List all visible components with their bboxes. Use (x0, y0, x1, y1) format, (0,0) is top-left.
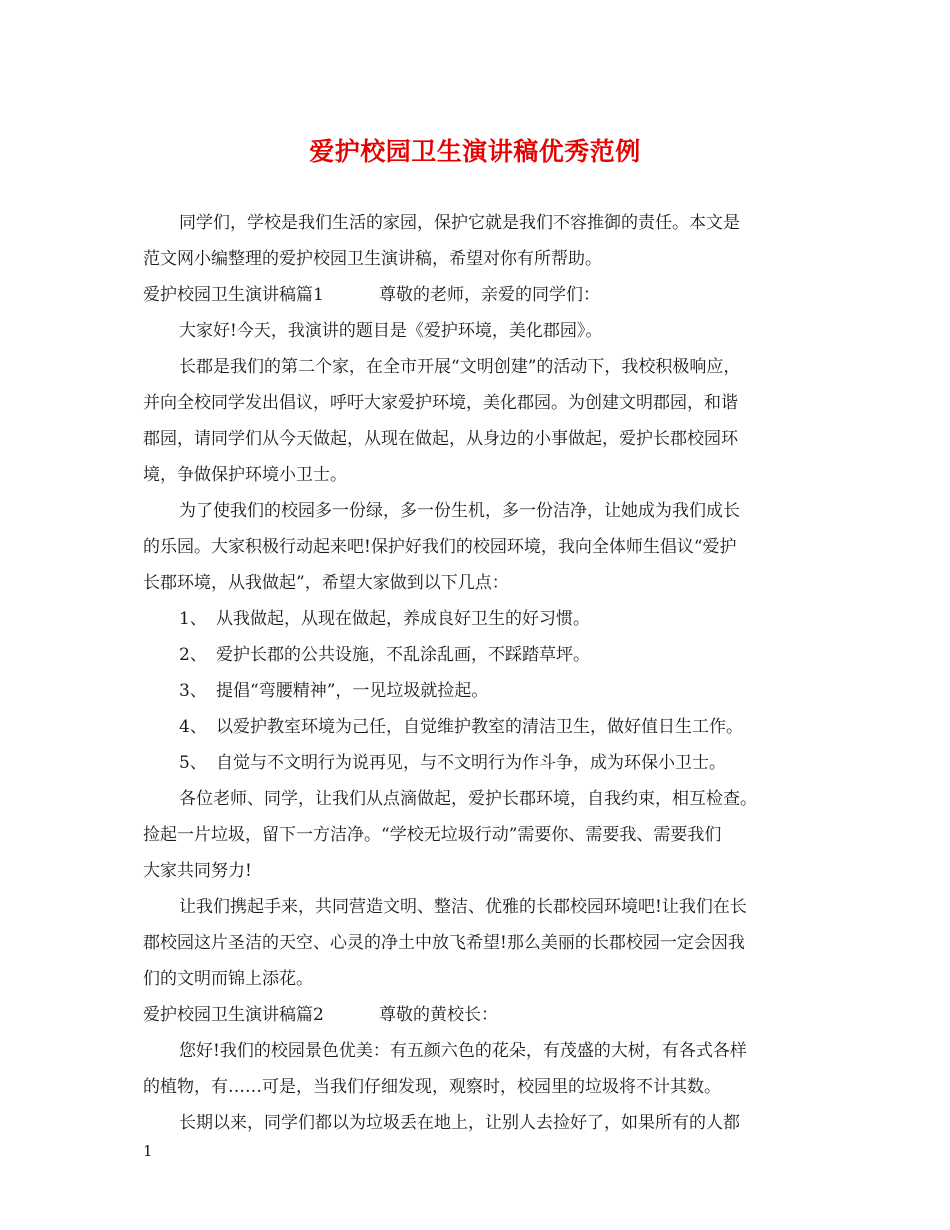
list-item (143, 673, 811, 709)
paragraph-line: 的乐园。大家积极行动起来吧!保护好我们的校园环境，我向全体师生倡议“爱护 (143, 537, 737, 557)
paragraph-line: 境，争做保护环境小卫士。 (143, 465, 347, 485)
list-item-number: 2、 (179, 645, 207, 665)
intro-line: 范文网小编整理的爱护校园卫生演讲稿，希望对你有所帮助。 (143, 249, 602, 269)
page-number: 1 (143, 1142, 153, 1160)
list-item (143, 637, 811, 673)
section-heading-row (143, 997, 811, 1033)
list-item-text: 自觉与不文明行为说再见，与不文明行为作斗争，成为环保小卫士。 (216, 753, 726, 773)
paragraph-line: 郡园，请同学们从今天做起，从现在做起，从身边的小事做起，爱护长郡校园环 (143, 429, 738, 449)
paragraph-line: 长郡环境，从我做起”，希望大家做到以下几点： (143, 573, 509, 593)
list-item-text: 以爱护教室环境为己任，自觉维护教室的清洁卫生，做好值日生工作。 (216, 717, 743, 737)
list-item-number: 5、 (179, 753, 207, 773)
salutation: 尊敬的老师，亲爱的同学们： (379, 285, 600, 305)
section-heading: 爱护校园卫生演讲稿篇2 (143, 1005, 324, 1025)
paragraph-line: 为了使我们的校园多一份绿，多一份生机，多一份洁净，让她成为我们成长 (179, 501, 740, 521)
intro-line: 同学们，学校是我们生活的家园，保护它就是我们不容推御的责任。本文是 (179, 213, 740, 233)
paragraph-line: 长期以来，同学们都以为垃圾丢在地上，让别人去捡好了，如果所有的人都 (179, 1113, 740, 1133)
list-item (143, 745, 811, 781)
paragraph-line: 您好!我们的校园景色优美：有五颜六色的花朵，有茂盛的大树，有各式各样 (179, 1041, 747, 1061)
section-heading-row (143, 277, 811, 313)
paragraph-line: 各位老师、同学，让我们从点滴做起，爱护长郡环境，自我约束，相互检查。 (179, 789, 757, 809)
list-item (143, 601, 811, 637)
paragraph-line: 郡校园这片圣洁的天空、心灵的净土中放飞希望!那么美丽的长郡校园一定会因我 (143, 933, 745, 953)
list-item-number: 1、 (179, 609, 207, 629)
list-item-number: 4、 (179, 717, 207, 737)
salutation: 尊敬的黄校长： (379, 1005, 498, 1025)
section-heading: 爱护校园卫生演讲稿篇1 (143, 285, 324, 305)
list-item-text: 爱护长郡的公共设施，不乱涂乱画，不踩踏草坪。 (216, 645, 590, 665)
paragraph-line: 大家共同努力! (143, 861, 252, 881)
paragraph-line: 让我们携起手来，共同营造文明、整洁、优雅的长郡校园环境吧!让我们在长 (179, 897, 747, 917)
list-item-number: 3、 (179, 681, 207, 701)
paragraph-line: 并向全校同学发出倡议，呼吁大家爱护环境，美化郡园。为创建文明郡园，和谐 (143, 393, 738, 413)
paragraph-line: 们的文明而锦上添花。 (143, 969, 313, 989)
greeting-line: 大家好!今天，我演讲的题目是《爱护环境，美化郡园》。 (179, 321, 603, 341)
document-title: 爱护校园卫生演讲稿优秀范例 (309, 137, 641, 166)
paragraph-line: 的植物，有……可是，当我们仔细发现，观察时，校园里的垃圾将不计其数。 (143, 1077, 721, 1097)
paragraph-line: 长郡是我们的第二个家，在全市开展“文明创建”的活动下，我校积极响应， (179, 357, 741, 377)
paragraph-line: 捡起一片垃圾，留下一方洁净。“学校无垃圾行动”需要你、需要我、需要我们 (143, 825, 722, 845)
list-item-text: 从我做起，从现在做起，养成良好卫生的好习惯。 (216, 609, 590, 629)
list-item-text: 提倡“弯腰精神”，一见垃圾就捡起。 (216, 681, 489, 701)
list-item (143, 709, 811, 745)
document-body (143, 205, 811, 1141)
